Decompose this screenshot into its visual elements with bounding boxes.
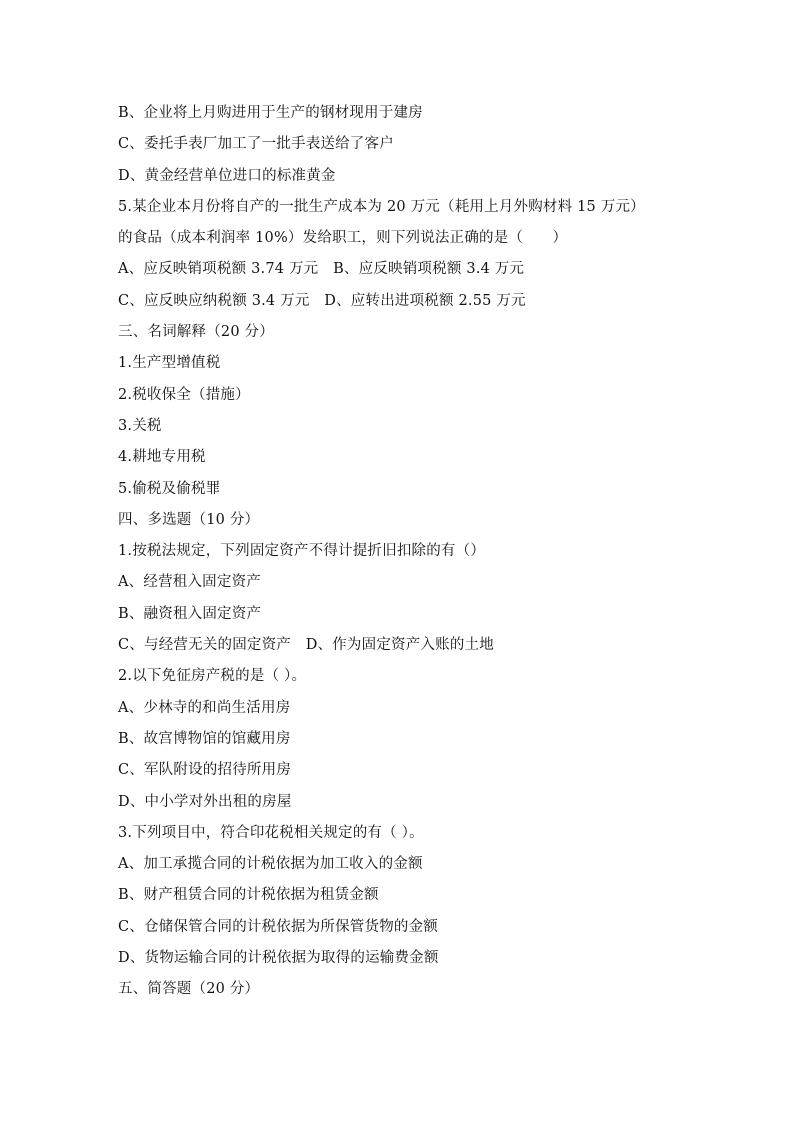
section-4-heading: 四、多选题（10 分） <box>118 511 260 528</box>
mc-q1-option-b: B、融资租入固定资产 <box>118 605 262 622</box>
question-5-options-cd: C、应反映应纳税额 3.4 万元 D、应转出进项税额 2.55 万元 <box>118 292 526 309</box>
mc-q2-option-d: D、中小学对外出租的房屋 <box>118 793 292 810</box>
mc-question-1: 1.按税法规定，下列固定资产不得计提折旧扣除的有（） <box>118 543 486 560</box>
mc-q1-option-a: A、经营租入固定资产 <box>118 574 261 591</box>
mc-q3-option-b: B、财产租赁合同的计税依据为租赁金额 <box>118 887 379 904</box>
mc-question-3: 3.下列项目中，符合印花税相关规定的有（ ）。 <box>118 824 424 841</box>
mc-q3-option-c: C、仓储保管合同的计税依据为所保管货物的金额 <box>118 918 438 935</box>
mc-q2-option-c: C、军队附设的招待所用房 <box>118 762 291 779</box>
question-5-line-2: 的食品（成本利润率 10%）发给职工，则下列说法正确的是（ ） <box>118 230 568 247</box>
option-b-steel-line: B、企业将上月购进用于生产的钢材现用于建房 <box>118 105 423 121</box>
section-3-heading: 三、名词解释（20 分） <box>118 324 274 341</box>
term-1: 1.生产型增值税 <box>118 355 221 372</box>
mc-q1-options-cd: C、与经营无关的固定资产 D、作为固定资产入账的土地 <box>118 637 494 654</box>
mc-q2-option-a: A、少林寺的和尚生活用房 <box>118 699 291 716</box>
section-5-heading: 五、简答题（20 分） <box>118 981 260 998</box>
option-d-gold-line: D、黄金经营单位进口的标准黄金 <box>118 167 336 184</box>
term-3: 3.关税 <box>118 417 162 434</box>
question-5-options-ab: A、应反映销项税额 3.74 万元 B、应反映销项税额 3.4 万元 <box>118 261 525 278</box>
mc-question-2: 2.以下免征房产税的是（ ）。 <box>118 668 307 685</box>
mc-q2-option-b: B、故宫博物馆的馆藏用房 <box>118 730 291 747</box>
mc-q3-option-a: A、加工承揽合同的计税依据为加工收入的金额 <box>118 856 423 873</box>
mc-q3-option-d: D、货物运输合同的计税依据为取得的运输费金额 <box>118 950 439 967</box>
term-4: 4.耕地专用税 <box>118 449 206 466</box>
term-2: 2.税收保全（措施） <box>118 386 250 403</box>
document-body <box>118 98 718 1006</box>
question-5-line-1: 5.某企业本月份将自产的一批生产成本为 20 万元（耗用上月外购材料 15 万元） <box>118 198 645 215</box>
option-c-watch-line: C、委托手表厂加工了一批手表送给了客户 <box>118 136 394 153</box>
term-5: 5.偷税及偷税罪 <box>118 480 221 497</box>
